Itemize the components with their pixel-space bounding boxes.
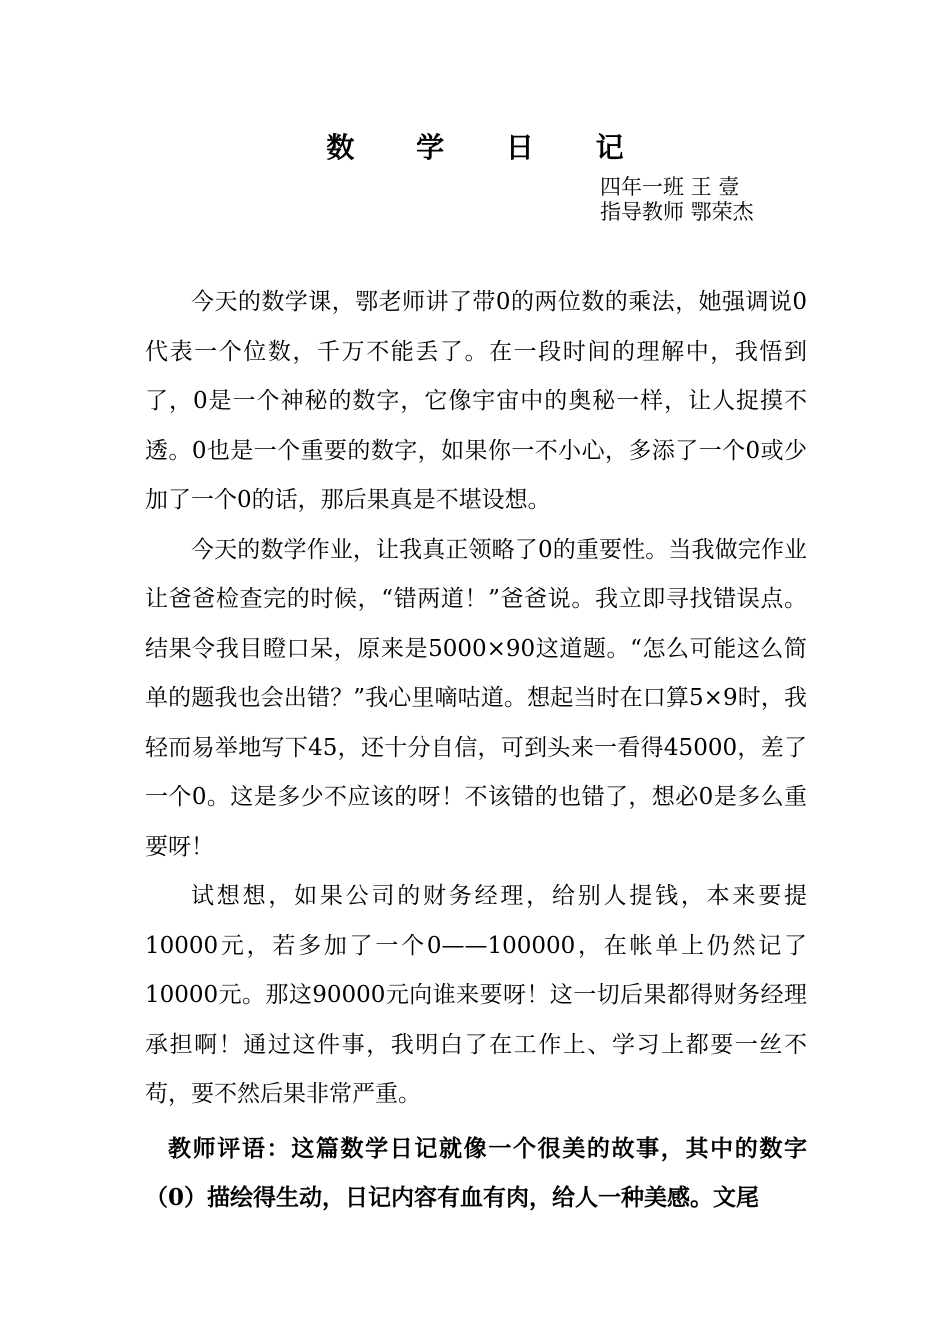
paragraph: 试想想，如果公司的财务经理，给别人提钱，本来要提10000元，若多加了一个0——100000，在帐单上仍然记了10000元。那这90000元向谁来要呀！这一切后果都得财务经理承担啊！通过这件事，我明白了在工作上、学习上都要一丝不苟，要不然后果非常严重。 — [145, 883, 807, 1107]
document-title: 数 学 日 记 — [326, 131, 650, 164]
author-line: 四年一班 王 壹 — [600, 175, 740, 199]
teacher-comment: 教师评语：这篇数学日记就像一个很美的故事，其中的数字（0）描绘得生动，日记内容有血有肉，给人一种美感。文尾 — [145, 1134, 807, 1211]
paragraph: 今天的数学课，鄂老师讲了带0的两位数的乘法，她强调说0代表一个位数，千万不能丢了。在一段时间的理解中，我悟到了，0是一个神秘的数字，它像宇宙中的奥秘一样，让人捉摸不透。0也是一个重要的数字，如果你一不小心，多添了一个0或少加了一个0的话，那后果真是不堪设想。 — [145, 289, 807, 513]
teacher-line: 指导教师 鄂荣杰 — [600, 200, 754, 224]
paragraph: 今天的数学作业，让我真正领略了0的重要性。当我做完作业让爸爸检查完的时候，“错两道！”爸爸说。我立即寻找错误点。结果令我目瞪口呆，原来是5000×90这道题。“怎么可能这么简单的题我也会出错？”我心里嘀咕道。想起当时在口算5×9时，我轻而易举地写下45，还十分自信，可到头来一看得45000，差了一个0。这是多少不应该的呀！不该错的也错了，想必0是多么重要呀！ — [145, 536, 807, 860]
diary-body — [145, 278, 807, 1223]
